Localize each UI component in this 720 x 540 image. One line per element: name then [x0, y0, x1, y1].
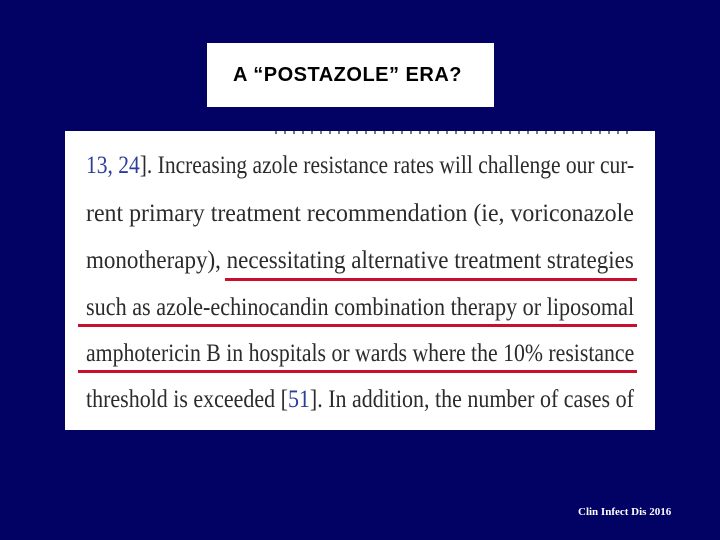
excerpt-line-1: 13, 24]. Increasing azole resistance rates will challenge our cur-	[86, 150, 635, 179]
highlight-underline	[78, 370, 637, 373]
highlight-underline	[225, 278, 637, 281]
excerpt-line-2: rent primary treatment recommendation (ie, voriconazole	[86, 198, 634, 227]
excerpt-line-6: threshold is exceeded [51]. In addition, the number of cases of	[86, 384, 634, 413]
reference-link[interactable]: 13, 24	[86, 150, 140, 179]
excerpt-line-4: such as azole-echinocandin combination therapy or liposomal	[86, 292, 635, 321]
article-excerpt	[65, 131, 655, 430]
excerpt-line-5: amphotericin B in hospitals or wards where the 10% resistance	[86, 338, 635, 367]
cropped-previous-line	[275, 131, 635, 134]
highlight-underline	[78, 324, 637, 327]
excerpt-line-3: monotherapy), necessitating alternative treatment strategies	[86, 245, 634, 274]
slide-title-box	[207, 43, 494, 107]
reference-link[interactable]: 51	[287, 384, 310, 413]
slide-title: A “POSTAZOLE” ERA?	[233, 63, 462, 86]
source-citation: Clin Infect Dis 2016	[578, 506, 672, 518]
